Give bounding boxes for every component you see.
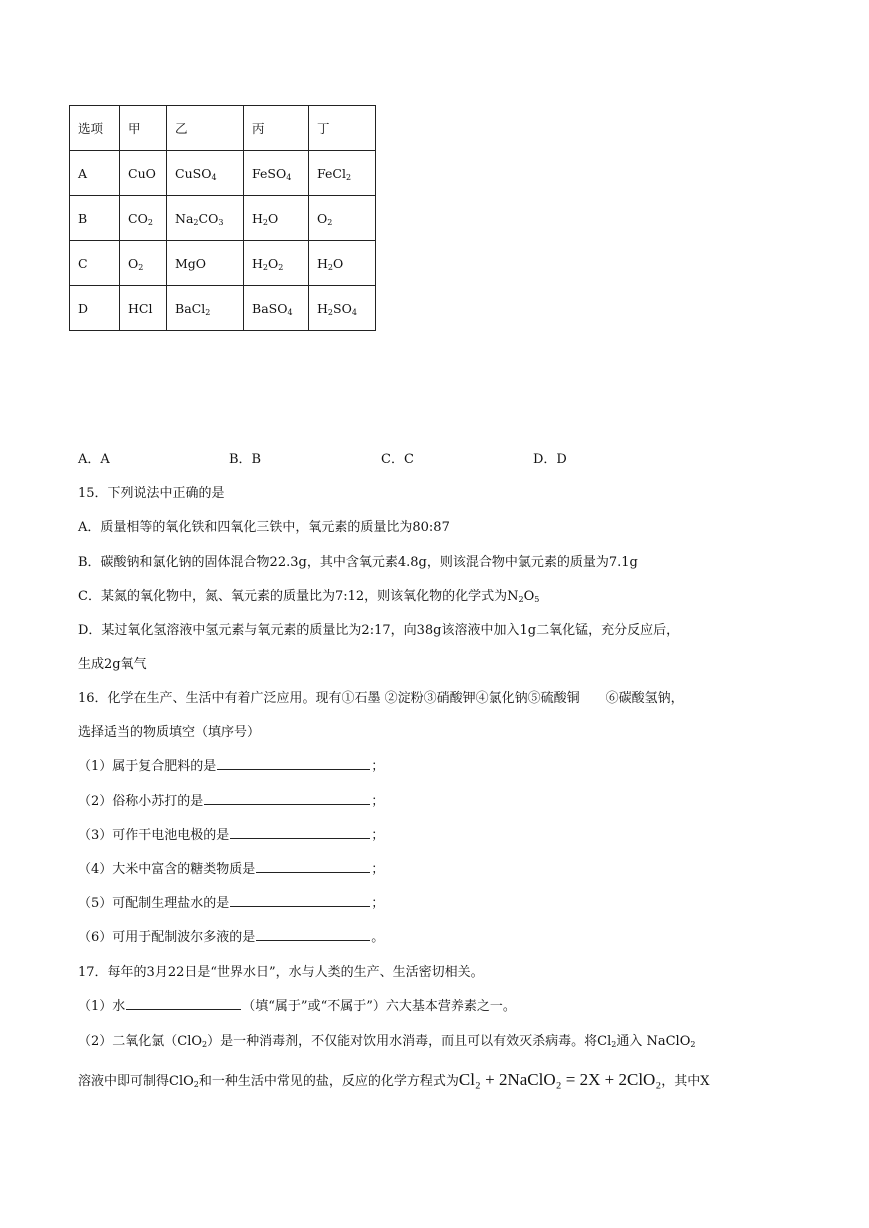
answer-blank[interactable] [217,756,370,770]
table-cell: $H_2SO_4$ [309,286,376,331]
choice-b: B．B [229,452,262,467]
formula: $N_2O_5$ [507,589,540,604]
table-cell: $O_2$ [120,241,167,286]
table-cell: BaSO$_4$ [244,286,309,331]
answer-blank[interactable] [230,825,370,839]
table-cell: FeCl$_2$ [309,151,376,196]
q16-item-4: （4）大米中富含的糖类物质是 ； [78,858,384,877]
q17-part-2-continued: 溶液中即可制得ClO$_2$和一种生活中常见的盐，反应的化学方程式为Cl₂ + 2NaClO₂ = 2X + 2ClO₂，其中X [78,1070,710,1089]
table-cell: D [70,286,120,331]
table-header-cell: 丙 [244,106,309,151]
q16-item-1: （1）属于复合肥料的是 ； [78,755,384,774]
q15-option-a: A．质量相等的氧化铁和四氧化三铁中，氧元素的质量比为80:87 [78,520,450,535]
q15-option-b: B．碳酸钠和氯化钠的固体混合物22.3g，其中含氧元素4.8g，则该混合物中氯元素的质量为7.1g [78,555,638,570]
q16-item-6: （6）可用于配制波尔多液的是 。 [78,926,384,945]
answer-blank[interactable] [256,927,370,941]
table-cell: BaCl$_2$ [167,286,244,331]
answer-blank[interactable] [204,791,370,805]
table-cell: A [70,151,120,196]
table-cell: $Na_2CO_3$ [167,196,244,241]
table-header-cell: 乙 [167,106,244,151]
chemical-equation: Cl₂ + 2NaClO₂ = 2X + 2ClO₂ [458,1070,662,1089]
table-cell: $CO_2$ [120,196,167,241]
table-cell: HCl [120,286,167,331]
q15-option-d-continued: 生成2g氧气 [78,657,147,672]
table-cell: CuSO$_4$ [167,151,244,196]
table-cell: B [70,196,120,241]
table-header-row [70,106,376,151]
q16-item-5: （5）可配制生理盐水的是 ； [78,892,384,911]
table-row [70,151,376,196]
table-cell: $H_2O_2$ [244,241,309,286]
choice-c: C．C [381,452,414,467]
q15-stem: 15．下列说法中正确的是 [78,486,225,501]
choice-d: D．D [533,452,567,467]
options-table [69,105,376,331]
q15-option-d: D．某过氧化氢溶液中氢元素与氧元素的质量比为2:17，向38g该溶液中加入1g二氧化锰，充分反应后， [78,623,680,638]
q17-stem: 17．每年的3月22日是“世界水日”，水与人类的生产、生活密切相关。 [78,965,484,980]
table-cell: $O_2$ [309,196,376,241]
q16-stem: 16．化学在生产、生活中有着广泛应用。现有①石墨 ②淀粉③硝酸钾④氯化钠⑤硫酸铜 ⑥碳酸氢钠， [78,691,684,706]
table-cell: C [70,241,120,286]
answer-blank[interactable] [256,859,370,873]
table-header-cell: 丁 [309,106,376,151]
q15-option-c: C．某氮的氧化物中，氮、氧元素的质量比为7:12，则该氧化物的化学式为$N_2O_5$ [78,589,540,604]
answer-blank[interactable] [126,996,241,1010]
answer-blank[interactable] [230,893,370,907]
table-row [70,241,376,286]
table-cell: $H_2O$ [244,196,309,241]
table-row [70,286,376,331]
table-header-cell: 甲 [120,106,167,151]
table-cell: CuO [120,151,167,196]
table-cell: $H_2O$ [309,241,376,286]
q16-item-3: （3）可作干电池电极的是 ； [78,824,384,843]
q16-item-2: （2）俗称小苏打的是 ； [78,790,384,809]
choice-a: A．A [78,452,110,467]
q17-part-2: （2）二氧化氯（ClO$_2$）是一种消毒剂，不仅能对饮用水消毒，而且可以有效灭杀病毒。将$Cl_2$通入 NaClO$_2$ [78,1034,696,1049]
table-cell: MgO [167,241,244,286]
table-header-cell: 选项 [70,106,120,151]
table-cell: FeSO$_4$ [244,151,309,196]
q17-part-1: （1）水 （填“属于”或“不属于”）六大基本营养素之一。 [78,995,516,1014]
table-row [70,196,376,241]
q16-stem-continued: 选择适当的物质填空（填序号） [78,725,261,740]
